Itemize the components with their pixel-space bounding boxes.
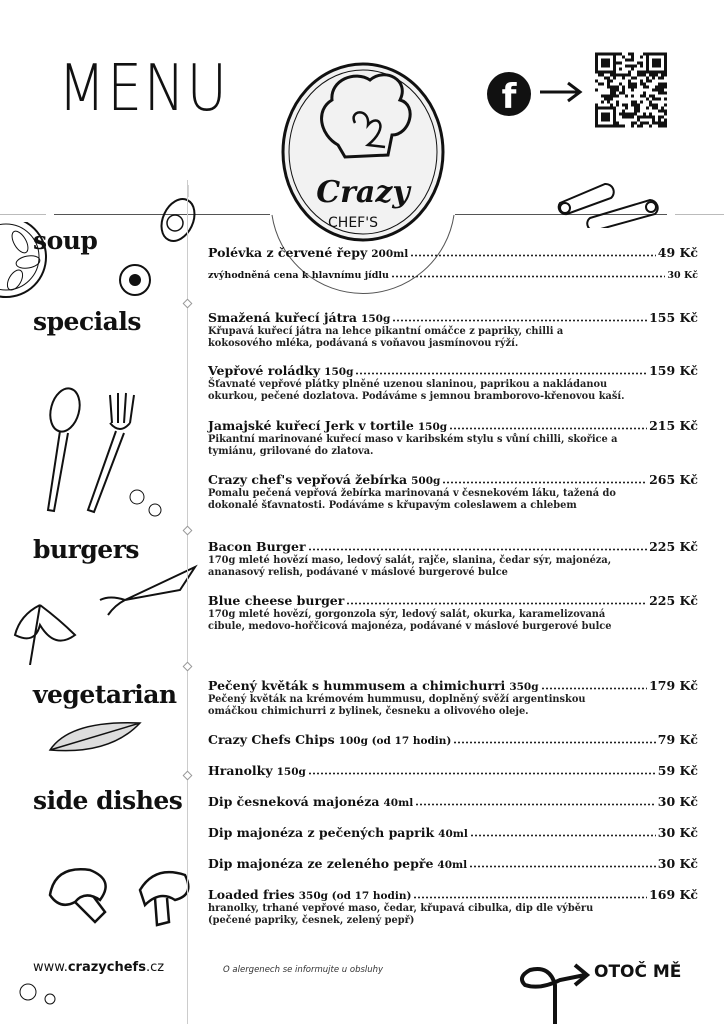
cucumber-icon [555, 178, 665, 228]
item-description: Pikantní marinované kuřecí maso v karibském stylu s vůní chilli, skořice a tymiánu, grilované do zlatova. [208, 434, 618, 457]
menu-item [208, 825, 698, 840]
item-name: Crazy chef's vepřová žebírka [208, 472, 408, 487]
item-price: 30 Kč [667, 270, 698, 281]
category-burgers: burgers [33, 535, 139, 564]
facebook-icon[interactable]: f [487, 72, 531, 116]
leaf-icon [40, 715, 150, 760]
item-name: Polévka z červené řepy [208, 245, 368, 260]
menu-item-row [208, 539, 698, 554]
divider-diamond [183, 771, 193, 781]
item-price: 30 Kč [657, 856, 698, 871]
item-price: 225 Kč [649, 539, 698, 554]
item-name: Smažená kuřecí játra [208, 310, 358, 325]
category-soup: soup [33, 226, 98, 255]
menu-item [208, 794, 698, 809]
item-price: 30 Kč [657, 794, 698, 809]
menu-item [208, 472, 698, 512]
dot-leader [413, 891, 647, 899]
item-price: 155 Kč [649, 310, 698, 325]
olive-icon [118, 262, 152, 298]
item-name: Bacon Burger [208, 539, 306, 554]
menu-item [208, 310, 698, 350]
menu-item-row [208, 418, 698, 433]
item-weight: 150g [324, 366, 354, 378]
category-specials: specials [33, 307, 141, 336]
item-price: 215 Kč [649, 418, 698, 433]
dot-leader [449, 422, 647, 430]
menu-item [208, 763, 698, 778]
dot-leader [346, 597, 647, 605]
item-price: 265 Kč [649, 472, 698, 487]
item-weight: 40ml [383, 797, 414, 809]
item-name: Crazy Chefs Chips [208, 732, 335, 747]
item-description: 170g mleté hovězí, gorgonzola sýr, ledový salát, okurka, karamelizovaná cibule, medovo-hořčicová majonéza, podávané v máslové burgerové bulce [208, 609, 612, 632]
dot-leader [391, 270, 666, 278]
item-weight: 100g (od 17 hodin) [338, 735, 452, 747]
menu-item [208, 678, 698, 718]
item-description: Pomalu pečená vepřová žebírka marinovaná v česnekovém láku, tažená do dokonalé šťavnatosti. Podáváme s křupavým coleslawem a chlebem [208, 488, 616, 511]
item-price: 49 Kč [657, 245, 698, 260]
carrot-herb-icon [0, 555, 205, 665]
header-rule [675, 214, 724, 215]
dot-leader [442, 476, 647, 484]
qr-code[interactable] [595, 52, 667, 128]
menu-item-row [208, 310, 698, 325]
turn-arrow-icon [515, 955, 595, 1024]
dot-leader [308, 767, 656, 775]
mushroom-icon [45, 860, 195, 935]
menu-item [208, 887, 698, 927]
header-rule [0, 214, 46, 215]
menu-item-row [208, 245, 698, 260]
menu-item [208, 270, 698, 281]
menu-item-row [208, 856, 698, 871]
item-name: Loaded fries [208, 887, 295, 902]
pea-icon [125, 485, 170, 520]
dot-leader [453, 736, 655, 744]
svg-text:CHEF'S: CHEF'S [328, 215, 378, 231]
item-weight: 200ml [371, 248, 409, 260]
item-price: 30 Kč [657, 825, 698, 840]
menu-item-row [208, 825, 698, 840]
item-description: Křupavá kuřecí játra na lehce pikantní omáčce z papriky, chilli a kokosového mléka, podávaná s voňavou jasmínovou rýží. [208, 326, 564, 349]
item-description: hranolky, trhané vepřové maso, čedar, křupavá cibulka, dip dle výběru (pečené papriky, česnek, zelený pepř) [208, 903, 594, 926]
item-weight: 40ml [437, 859, 468, 871]
divider-diamond [183, 526, 193, 536]
item-weight: 150g [417, 421, 448, 433]
menu-item-row [208, 593, 698, 608]
item-weight: 40ml [438, 828, 468, 840]
dot-leader [469, 860, 656, 868]
item-price: 169 Kč [649, 887, 698, 902]
item-weight: 150g [276, 766, 306, 778]
menu-item [208, 539, 698, 579]
item-weight: 150g [361, 313, 391, 325]
menu-item [208, 593, 698, 633]
dot-leader [470, 829, 656, 837]
website-link[interactable]: www.crazychefs.cz [33, 960, 165, 975]
item-name: Jamajské kuřecí Jerk v tortile [208, 418, 414, 433]
item-price: 159 Kč [649, 363, 698, 378]
dot-leader [415, 798, 656, 806]
egg-icon [150, 185, 200, 245]
item-weight: 350g (od 17 hodin) [298, 890, 412, 902]
category-side-dishes: side dishes [33, 786, 183, 815]
item-description: Šťavnaté vepřové plátky plněné uzenou slaninou, paprikou a nakládanou okurkou, pečené dozlatova. Podáváme s jemnou bramborovo-křenovou kaší. [208, 379, 625, 402]
menu-item [208, 418, 698, 458]
item-price: 179 Kč [649, 678, 698, 693]
allergen-note: O alergenech se informujte u obsluhy [223, 965, 384, 975]
arrow-right-icon [538, 80, 584, 104]
dot-leader [410, 249, 656, 257]
dot-leader [392, 314, 647, 322]
menu-item [208, 732, 698, 747]
dot-leader [308, 543, 648, 551]
bubbles-icon [18, 980, 58, 1008]
item-name: Dip majonéza z pečených paprik [208, 825, 435, 840]
item-price: 225 Kč [649, 593, 698, 608]
item-name: zvýhodněná cena k hlavnímu jídlu [208, 270, 389, 281]
menu-item [208, 245, 698, 260]
item-name: Pečený květák s hummusem a chimichurri [208, 678, 506, 693]
dot-leader [355, 367, 647, 375]
category-vegetarian: vegetarian [33, 680, 177, 709]
turn-over-label: OTOČ MĚ [594, 962, 682, 982]
menu-item-row [208, 887, 698, 902]
item-name: Dip česneková majonéza [208, 794, 380, 809]
item-weight: 500g [411, 475, 441, 487]
item-price: 79 Kč [657, 732, 698, 747]
menu-item-row [208, 472, 698, 487]
menu-item-row [208, 678, 698, 693]
item-name: Blue cheese burger [208, 593, 345, 608]
menu-item-row [208, 763, 698, 778]
item-weight: 350g [509, 681, 539, 693]
menu-item-row [208, 363, 698, 378]
menu-item-row [208, 794, 698, 809]
dot-leader [541, 682, 648, 690]
item-description: 170g mleté hovězí maso, ledový salát, rajče, slanina, čedar sýr, majonéza, ananasový relish, podávané v máslové burgerové bulce [208, 555, 612, 578]
menu-item [208, 856, 698, 871]
page-title: MENU [58, 52, 229, 126]
menu-item-row [208, 732, 698, 747]
menu-item-row [208, 270, 698, 281]
item-name: Dip majonéza ze zeleného pepře [208, 856, 434, 871]
item-name: Vepřové roládky [208, 363, 321, 378]
menu-item [208, 363, 698, 403]
divider-diamond [183, 299, 193, 309]
svg-text:Crazy: Crazy [316, 175, 410, 210]
item-description: Pečený květák na krémovém hummusu, doplněný svěží argentinskou omáčkou chimichurri z bylinek, česneku a olivového oleje. [208, 694, 586, 717]
item-name: Hranolky [208, 763, 273, 778]
item-price: 59 Kč [657, 763, 698, 778]
